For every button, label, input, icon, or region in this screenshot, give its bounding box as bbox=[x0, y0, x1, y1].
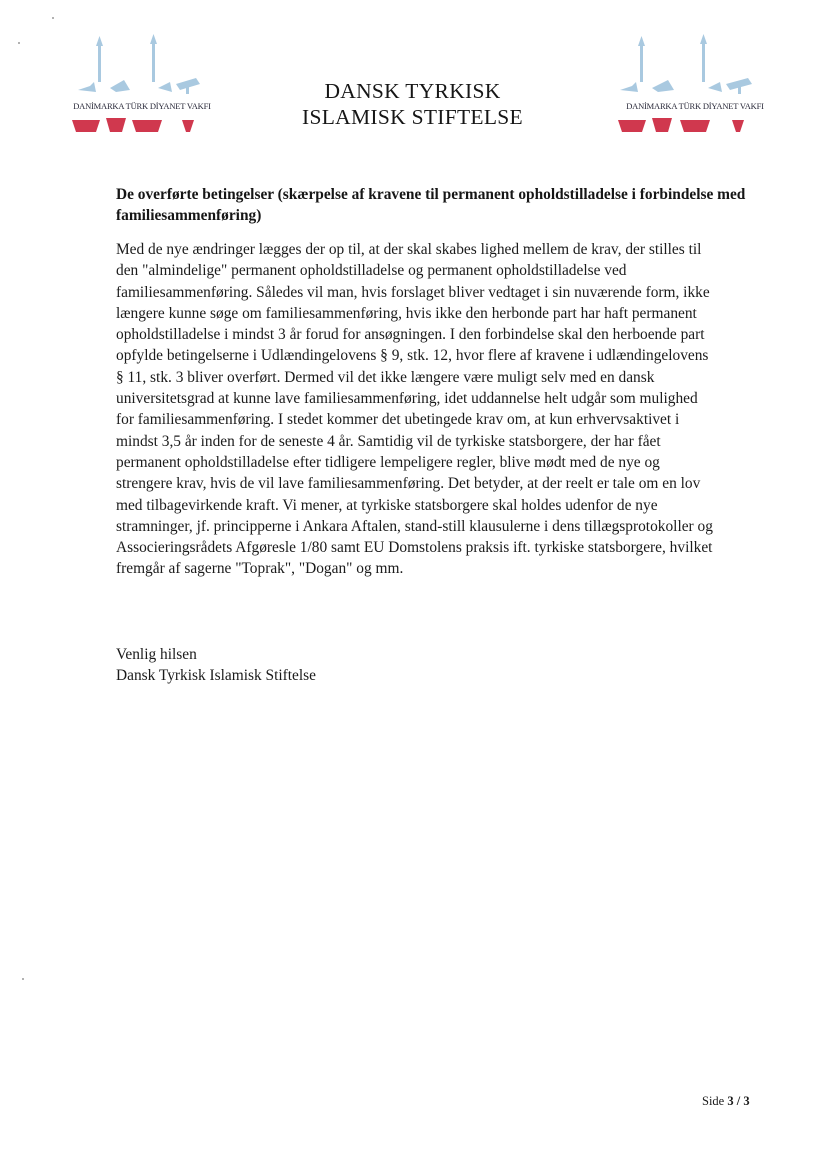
body-line: for familiesammenføring. I stedet kommer det ubetingede krav om, at kun erhvervsaktivet i bbox=[116, 411, 680, 429]
closing-sender: Dansk Tyrkisk Islamisk Stiftelse bbox=[116, 667, 316, 684]
body-line: længere kunne søge om familiesammenføring, hvis ikke den herbonde part har haft permanent bbox=[116, 304, 697, 322]
logo-caption: DANİMARKA TÜRK DİYANET VAKFI bbox=[626, 101, 764, 111]
organization-title bbox=[240, 78, 585, 130]
organization-title-line1: DANSK TYRKISK bbox=[324, 79, 501, 103]
scan-speck bbox=[22, 978, 24, 980]
body-line: Med de nye ændringer lægges der op til, at der skal skabes lighed mellem de krav, der stilles til bbox=[116, 241, 702, 258]
page-label: Side bbox=[702, 1094, 728, 1108]
body-line: strengere krav, hvis de vil lave familiesammenføring. Det betyder, at der reelt er tale om en lov bbox=[116, 475, 701, 493]
body-line: opfylde betingelserne i Udlændingelovens § 9, stk. 12, hvor flere af kravene i udlændingelovens bbox=[116, 347, 709, 365]
body-line: familiesammenføring. Således vil man, hvis forslaget bliver vedtaget i sin nuværende form, ikke bbox=[116, 283, 710, 301]
body-line: stramninger, jf. principperne i Ankara Aftalen, stand-still klausulerne i dens tillægsprotokoller og bbox=[116, 517, 713, 535]
body-line: den "almindelige" permanent opholdstilladelse og permanent opholdstilladelse ved bbox=[116, 262, 627, 280]
logo-left bbox=[60, 34, 230, 134]
page-number-value: 3 / 3 bbox=[727, 1094, 750, 1108]
mosque-logo-icon bbox=[60, 34, 230, 134]
section-heading: De overførte betingelser (skærpelse af kravene til permanent opholdstilladelse i forbindelse med familiesammenføring) bbox=[116, 186, 746, 224]
logo-caption: DANİMARKA TÜRK DİYANET VAKFI bbox=[73, 101, 211, 111]
body-line: Associeringsrådets Afgøresle 1/80 samt EU Domstolens praksis ift. tyrkiske statsborgere, hvilket bbox=[116, 539, 713, 557]
body-line: universitetsgrad at kunne lave familiesammenføring, idet uddannelse helt udgår som mulighed bbox=[116, 390, 698, 408]
page-number bbox=[702, 1094, 750, 1109]
body-line: fremgår af sagerne "Toprak", "Dogan" og mm. bbox=[116, 560, 404, 578]
body-line: § 11, stk. 3 bliver overført. Dermed vil det ikke længere være muligt selv med en dansk bbox=[116, 368, 655, 386]
body-line: permanent opholdstilladelse efter tidligere lempeligere regler, blive mødt med de nye og bbox=[116, 453, 660, 471]
body-paragraph bbox=[116, 239, 768, 580]
body-line: opholdstilladelse i mindst 3 år forud for ansøgningen. I den forbindelse skal den herboende part bbox=[116, 326, 705, 344]
mosque-logo-icon bbox=[610, 34, 780, 134]
body-line: med tilbagevirkende kraft. Vi mener, at tyrkiske statsborgere skal holdes udenfor de nye bbox=[116, 496, 658, 514]
logo-right bbox=[610, 34, 780, 134]
closing-greeting: Venlig hilsen bbox=[116, 646, 197, 663]
body-line: mindst 3,5 år inden for de seneste 4 år. Samtidig vil de tyrkiske statsborgere, der har fået bbox=[116, 432, 661, 450]
scan-speck bbox=[18, 42, 20, 44]
closing-signature bbox=[116, 644, 316, 686]
scan-speck bbox=[52, 17, 54, 19]
organization-title-line2: ISLAMISK STIFTELSE bbox=[301, 105, 523, 129]
